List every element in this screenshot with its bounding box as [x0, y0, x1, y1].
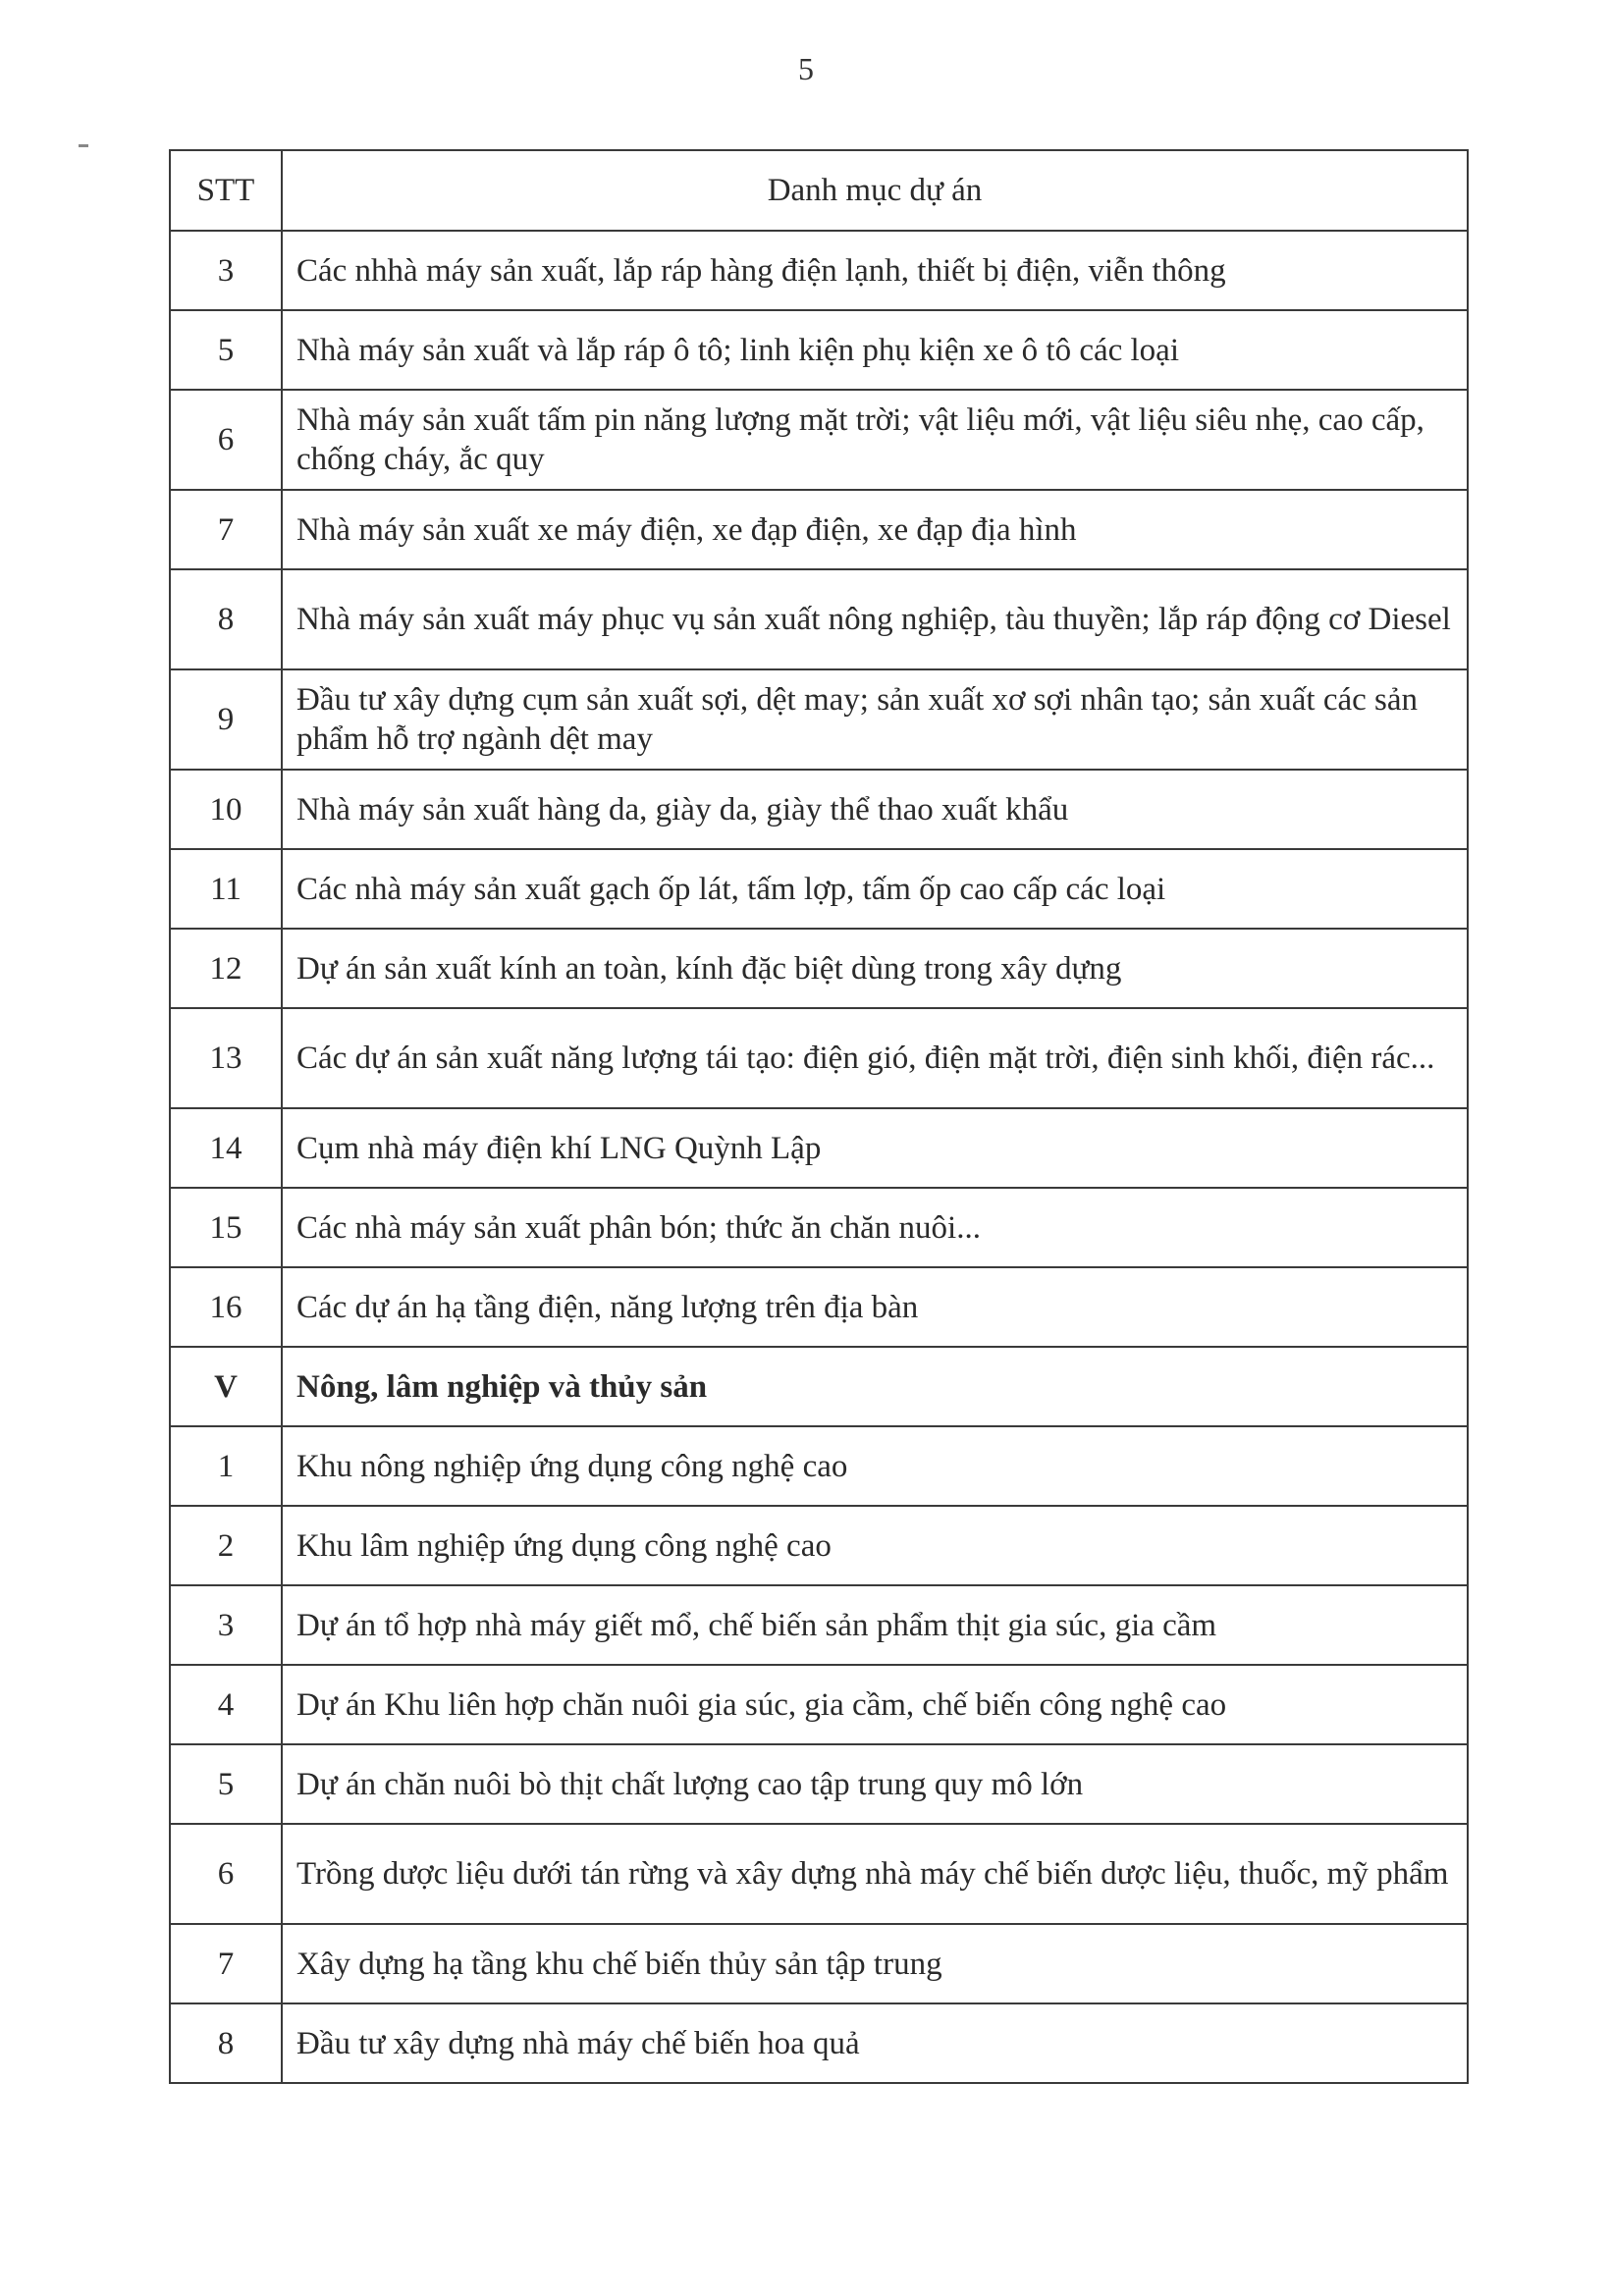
project-list-table [169, 149, 1469, 2084]
row-stt-cell: 2 [170, 1506, 282, 1585]
row-project-name-cell: Đầu tư xây dựng nhà máy chế biến hoa quả [282, 2003, 1468, 2083]
section-row [170, 1347, 1468, 1426]
row-project-name-cell: Các dự án sản xuất năng lượng tái tạo: điện gió, điện mặt trời, điện sinh khối, điện rác... [282, 1008, 1468, 1108]
row-stt-cell: 4 [170, 1665, 282, 1744]
row-stt-cell: 15 [170, 1188, 282, 1267]
row-stt-cell: 10 [170, 770, 282, 849]
table-row [170, 1008, 1468, 1108]
table-row [170, 1426, 1468, 1506]
row-project-name-cell: Nhà máy sản xuất hàng da, giày da, giày thể thao xuất khẩu [282, 770, 1468, 849]
row-stt-cell: 6 [170, 1824, 282, 1924]
table-row [170, 231, 1468, 310]
table-row [170, 1188, 1468, 1267]
row-stt-cell: 13 [170, 1008, 282, 1108]
row-stt-cell: 7 [170, 490, 282, 569]
row-project-name-cell: Khu lâm nghiệp ứng dụng công nghệ cao [282, 1506, 1468, 1585]
table-row [170, 390, 1468, 490]
table-row [170, 770, 1468, 849]
row-project-name-cell: Các nhà máy sản xuất gạch ốp lát, tấm lợp, tấm ốp cao cấp các loại [282, 849, 1468, 929]
row-stt-cell: 8 [170, 569, 282, 669]
row-stt-cell: 11 [170, 849, 282, 929]
table-row [170, 669, 1468, 770]
table-row [170, 849, 1468, 929]
row-project-name-cell: Các nhà máy sản xuất phân bón; thức ăn chăn nuôi... [282, 1188, 1468, 1267]
column-header-project-name: Danh mục dự án [282, 150, 1468, 231]
row-project-name-cell: Dự án tổ hợp nhà máy giết mổ, chế biến sản phẩm thịt gia súc, gia cầm [282, 1585, 1468, 1665]
row-stt-cell: 3 [170, 231, 282, 310]
table-row [170, 1585, 1468, 1665]
row-stt-cell: 7 [170, 1924, 282, 2003]
row-stt-cell: 12 [170, 929, 282, 1008]
row-project-name-cell: Nhà máy sản xuất và lắp ráp ô tô; linh kiện phụ kiện xe ô tô các loại [282, 310, 1468, 390]
row-project-name-cell: Nhà máy sản xuất xe máy điện, xe đạp điện, xe đạp địa hình [282, 490, 1468, 569]
row-project-name-cell: Dự án sản xuất kính an toàn, kính đặc biệt dùng trong xây dựng [282, 929, 1468, 1008]
row-project-name-cell: Các dự án hạ tầng điện, năng lượng trên địa bàn [282, 1267, 1468, 1347]
table-row [170, 310, 1468, 390]
table-row [170, 1924, 1468, 2003]
table-row [170, 569, 1468, 669]
row-stt-cell: 6 [170, 390, 282, 490]
row-project-name-cell: Cụm nhà máy điện khí LNG Quỳnh Lập [282, 1108, 1468, 1188]
table-header-row [170, 150, 1468, 231]
row-project-name-cell: Đầu tư xây dựng cụm sản xuất sợi, dệt may; sản xuất xơ sợi nhân tạo; sản xuất các sản phẩm hỗ trợ ngành dệt may [282, 669, 1468, 770]
table-body [170, 231, 1468, 2083]
row-project-name-cell: Dự án Khu liên hợp chăn nuôi gia súc, gia cầm, chế biến công nghệ cao [282, 1665, 1468, 1744]
row-project-name-cell: Nhà máy sản xuất tấm pin năng lượng mặt trời; vật liệu mới, vật liệu siêu nhẹ, cao cấp, chống cháy, ắc quy [282, 390, 1468, 490]
row-stt-cell: 8 [170, 2003, 282, 2083]
section-title-cell: Nông, lâm nghiệp và thủy sản [282, 1347, 1468, 1426]
table-row [170, 1108, 1468, 1188]
table-row [170, 1267, 1468, 1347]
table-row [170, 1506, 1468, 1585]
table-row [170, 929, 1468, 1008]
table-row [170, 490, 1468, 569]
table-row [170, 1665, 1468, 1744]
scan-mark [79, 144, 88, 147]
row-project-name-cell: Khu nông nghiệp ứng dụng công nghệ cao [282, 1426, 1468, 1506]
row-project-name-cell: Trồng dược liệu dưới tán rừng và xây dựng nhà máy chế biến dược liệu, thuốc, mỹ phẩm [282, 1824, 1468, 1924]
row-stt-cell: 1 [170, 1426, 282, 1506]
table-row [170, 1744, 1468, 1824]
row-stt-cell: 9 [170, 669, 282, 770]
table-row [170, 1824, 1468, 1924]
row-stt-cell: 5 [170, 310, 282, 390]
row-stt-cell: 14 [170, 1108, 282, 1188]
row-stt-cell: 16 [170, 1267, 282, 1347]
row-project-name-cell: Nhà máy sản xuất máy phục vụ sản xuất nông nghiệp, tàu thuyền; lắp ráp động cơ Diesel [282, 569, 1468, 669]
row-project-name-cell: Các nhhà máy sản xuất, lắp ráp hàng điện lạnh, thiết bị điện, viễn thông [282, 231, 1468, 310]
row-stt-cell: 3 [170, 1585, 282, 1665]
column-header-stt: STT [170, 150, 282, 231]
row-project-name-cell: Dự án chăn nuôi bò thịt chất lượng cao tập trung quy mô lớn [282, 1744, 1468, 1824]
page-number: 5 [798, 51, 814, 86]
row-project-name-cell: Xây dựng hạ tầng khu chế biến thủy sản tập trung [282, 1924, 1468, 2003]
table-row [170, 2003, 1468, 2083]
row-stt-cell: 5 [170, 1744, 282, 1824]
row-stt-cell: V [170, 1347, 282, 1426]
